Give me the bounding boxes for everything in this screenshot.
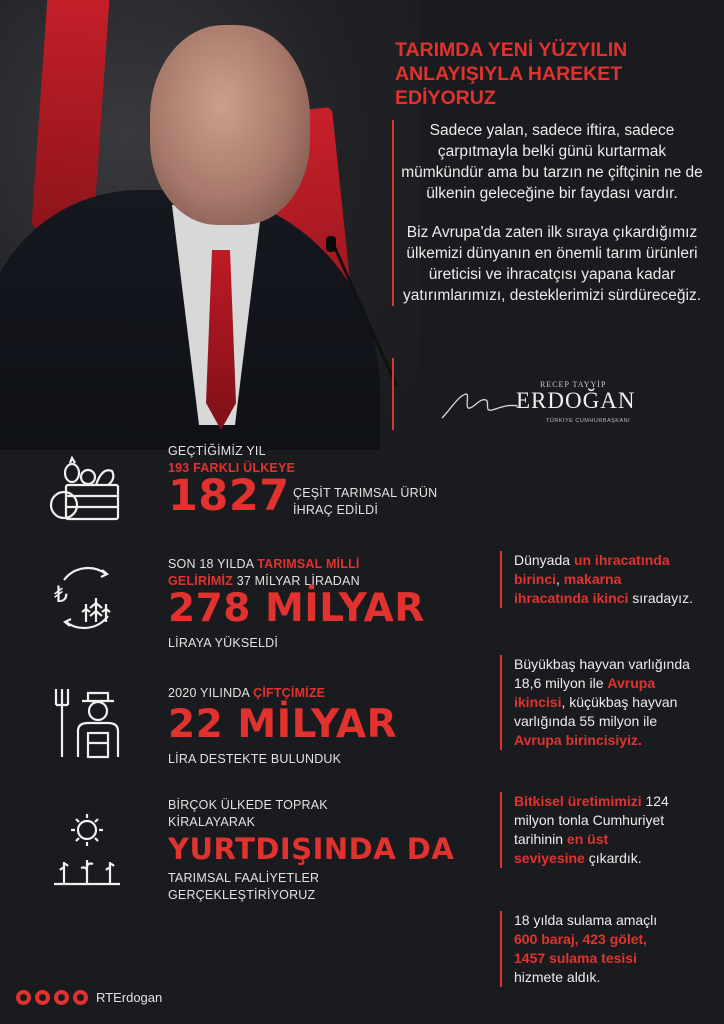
- stat4-intro: BİRÇOK ÜLKEDE TOPRAK KİRALAYARAK: [168, 798, 328, 829]
- instagram-icon[interactable]: [54, 990, 69, 1005]
- intro-paragraph-2: Biz Avrupa'da zaten ilk sıraya çıkardığımız ülkemizi dünyanın en önemli tarım ürünleri üreticisi ve ihracatçısı yapana kadar yatırımlarımızı, desteklerimizi sürdüreceğiz.: [402, 224, 702, 304]
- fact2-highlight-d: Avrupa birincisiyiz.: [514, 732, 642, 748]
- produce-basket-icon: [48, 455, 122, 525]
- stat3-intro-highlight: ÇİFTÇİMİZE: [253, 686, 326, 700]
- stat2-caption: LİRAYA YÜKSELDİ: [168, 636, 278, 650]
- youtube-icon[interactable]: [73, 990, 88, 1005]
- stat4-caption: TARIMSAL FAALİYETLER GERÇEKLEŞTİRİYORUZ: [168, 871, 320, 902]
- stat2-intro-plain-2: 37 MİLYAR LİRADAN: [236, 574, 360, 588]
- fact1-text-c: ,: [556, 571, 564, 587]
- fact-crop-production: [500, 792, 674, 868]
- fact1-text-a: Dünyada: [514, 552, 574, 568]
- signature: [440, 378, 650, 428]
- twitter-icon[interactable]: [16, 990, 31, 1005]
- stat3-caption: LİRA DESTEKTE BULUNDUK: [168, 752, 342, 766]
- fact2-highlight-b: Avrupa ikincisi: [514, 675, 656, 710]
- fact1-highlight-d: makarna ihracatında ikinci: [514, 571, 629, 606]
- stat2-intro: [168, 556, 388, 590]
- fact-irrigation: [500, 911, 674, 987]
- fact4-highlight-b: 600 baraj, 423 gölet, 1457 sulama tesisi: [514, 931, 648, 966]
- stat1-intro-highlight: 193 FARKLI ÜLKEYE: [168, 461, 296, 475]
- social-footer: [16, 990, 162, 1005]
- signature-last-name: ERDOĞAN: [516, 388, 636, 413]
- fact1-highlight-b: un ihracatında birinci: [514, 552, 670, 587]
- intro-text: [392, 120, 704, 306]
- stat2-intro-plain-1: SON 18 YILDA: [168, 557, 254, 571]
- fact3-highlight-a: Bitkisel üretimimizi: [514, 793, 642, 809]
- head: [150, 25, 310, 225]
- stat3-intro-plain: 2020 YILINDA: [168, 686, 250, 700]
- signature-title: TÜRKİYE CUMHURBAŞKANI: [546, 418, 631, 424]
- fact3-text-d: çıkardık.: [584, 850, 642, 866]
- stat3-number: 22 MİLYAR: [168, 702, 398, 747]
- stat3-intro: [168, 685, 325, 702]
- fact2-text-c: , küçükbaş hayvan varlığında 55 milyon ile: [514, 694, 678, 729]
- signature-scribble-icon: [440, 388, 520, 422]
- stat2-number: 278 MİLYAR: [168, 586, 425, 631]
- fact3-text-b: 124 milyon tonla Cumhuriyet tarihinin: [514, 793, 669, 847]
- farmer-pitchfork-icon: [50, 685, 124, 761]
- facebook-icon[interactable]: [35, 990, 50, 1005]
- stat4-headline: YURTDIŞINDA DA: [168, 832, 455, 866]
- microphone-head: [326, 236, 336, 252]
- portrait-photo: [0, 0, 420, 450]
- stat1-number: 1827: [168, 471, 290, 521]
- fact4-text-c: hizmete aldık.: [514, 969, 601, 985]
- stat2-intro-highlight: TARIMSAL MİLLİ GELİRİMİZ: [168, 557, 360, 588]
- intro-paragraph-1: Sadece yalan, sadece iftira, sadece çarpıtmayla belki günü kurtarmak mümkündür ama bu tarzın ne çiftçinin ne de ülkenin geleceğine bir faydası vardır.: [401, 122, 703, 202]
- fact-flour-pasta: [500, 551, 699, 608]
- fact4-text-a: 18 yılda sulama amaçlı: [514, 912, 658, 928]
- svg-text:₺: ₺: [54, 583, 68, 608]
- page-title: TARIMDA YENİ YÜZYILIN ANLAYIŞIYLA HAREKET EDİYORUZ: [395, 39, 628, 109]
- fact-livestock: [500, 655, 704, 750]
- social-handle[interactable]: RTErdogan: [96, 990, 163, 1005]
- signature-first-name: RECEP TAYYİP: [540, 380, 607, 389]
- fact2-text-a: Büyükbaş hayvan varlığında 18,6 milyon ile: [514, 656, 690, 691]
- lira-wheat-cycle-icon: [50, 562, 122, 634]
- fact1-text-e: sıradayız.: [628, 590, 693, 606]
- fact3-highlight-c: en üst seviyesine: [514, 831, 609, 866]
- sun-crops-icon: [50, 810, 124, 888]
- signature-divider: [392, 358, 394, 430]
- stat1-intro-plain: GEÇTİĞİMİZ YIL: [168, 444, 266, 458]
- stat1-caption: ÇEŞİT TARIMSAL ÜRÜN İHRAÇ EDİLDİ: [293, 486, 438, 517]
